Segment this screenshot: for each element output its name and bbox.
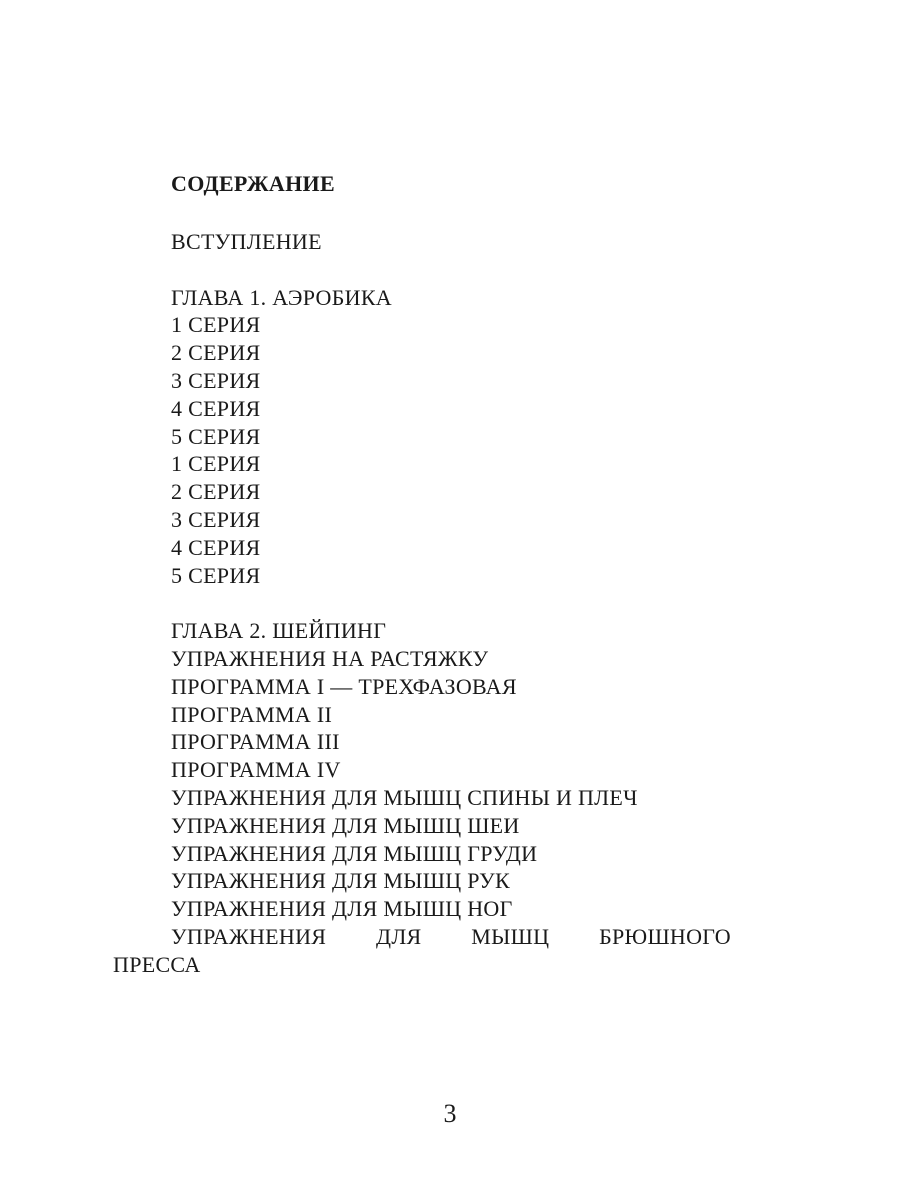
table-of-contents (113, 228, 731, 979)
toc-entry: 3 СЕРИЯ (171, 367, 261, 393)
toc-chapter-title: ГЛАВА 2. ШЕЙПИНГ (171, 618, 387, 644)
toc-entry: УПРАЖНЕНИЯ ДЛЯ МЫШЦ ШЕИ (171, 812, 520, 838)
toc-word: ДЛЯ (376, 923, 422, 949)
toc-chapter-2 (113, 617, 731, 978)
toc-entry: УПРАЖНЕНИЯ НА РАСТЯЖКУ (171, 645, 489, 671)
toc-entry: ПРОГРАММА II (171, 701, 333, 727)
toc-entry: 2 СЕРИЯ (171, 479, 261, 505)
toc-entry: 1 СЕРИЯ (171, 451, 261, 477)
toc-entry: УПРАЖНЕНИЯ ДЛЯ МЫШЦ СПИНЫ И ПЛЕЧ (171, 784, 638, 810)
toc-entry-continuation: ПРЕССА (113, 951, 201, 977)
toc-entry-justified (113, 923, 731, 979)
toc-entry-intro: ВСТУПЛЕНИЕ (171, 229, 322, 254)
toc-heading: СОДЕРЖАНИЕ (171, 171, 335, 196)
toc-entry: 2 СЕРИЯ (171, 340, 261, 366)
toc-chapter-1 (171, 284, 731, 590)
toc-entry: ПРОГРАММА III (171, 729, 340, 755)
toc-entry: 4 СЕРИЯ (171, 534, 261, 560)
toc-word: МЫШЦ (471, 923, 550, 949)
toc-entry: 4 СЕРИЯ (171, 395, 261, 421)
toc-entry: 1 СЕРИЯ (171, 312, 261, 338)
toc-entry: 5 СЕРИЯ (171, 423, 261, 449)
toc-entry: ПРОГРАММА I — ТРЕХФАЗОВАЯ (171, 673, 517, 699)
toc-word: БРЮШНОГО (599, 923, 731, 949)
toc-intro-group (171, 228, 731, 256)
toc-entry: ПРОГРАММА IV (171, 757, 341, 783)
toc-word: УПРАЖНЕНИЯ (171, 923, 327, 949)
toc-entry: 3 СЕРИЯ (171, 506, 261, 532)
toc-entry: УПРАЖНЕНИЯ ДЛЯ МЫШЦ ГРУДИ (171, 840, 538, 866)
toc-justified-line (171, 923, 731, 951)
toc-entry: УПРАЖНЕНИЯ ДЛЯ МЫШЦ НОГ (171, 896, 513, 922)
page-number: 3 (443, 1099, 457, 1128)
toc-entry: 5 СЕРИЯ (171, 562, 261, 588)
toc-chapter-title: ГЛАВА 1. АЭРОБИКА (171, 284, 392, 310)
toc-entry: УПРАЖНЕНИЯ ДЛЯ МЫШЦ РУК (171, 868, 511, 894)
